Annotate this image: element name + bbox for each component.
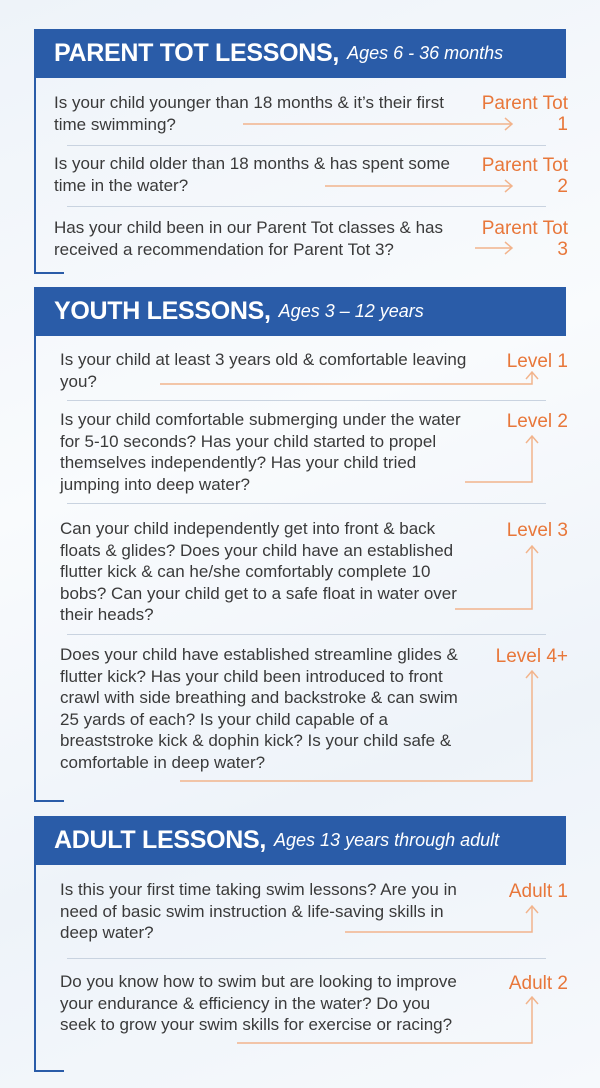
question: Does your child have established streamline glides & flutter kick? Has your child been introduced to front crawl with side breathing and backstroke & can swim 25 yards of each? Is your child capable of a breaststroke kick & dophin kick? Is your child safe & comfortable in deep water?: [60, 645, 458, 772]
arrow-right-icon: [243, 118, 512, 130]
question: Is your child older than 18 months & has spent some time in the water?: [54, 154, 450, 195]
arrow-right-icon: [475, 242, 512, 254]
result-label: Parent Tot 2: [481, 155, 568, 197]
arrow-right-icon: [325, 180, 512, 192]
section-title: PARENT TOT LESSONS,: [54, 39, 340, 67]
section-title: YOUTH LESSONS,: [54, 297, 271, 325]
arrow-up-icon: [180, 671, 538, 781]
result-label: Parent Tot 1: [481, 93, 568, 135]
section-subtitle: Ages 3 – 12 years: [278, 301, 424, 321]
question: Is your child younger than 18 months & it’s their first time swimming?: [54, 93, 444, 134]
section-subtitle: Ages 13 years through adult: [274, 830, 500, 850]
question: Can your child independently get into front & back floats & glides? Does your child have an established flutter kick & can he/she comfortably complete 10 bobs? Can your child get to a safe float in water over their heads?: [60, 519, 457, 624]
result-label: Level 2: [506, 411, 568, 432]
arrow-up-icon: [345, 906, 538, 932]
result-label: Parent Tot 3: [481, 218, 568, 260]
result-label: Adult 1: [508, 881, 568, 902]
arrow-up-icon: [465, 436, 538, 482]
result-label: Level 4+: [495, 646, 568, 667]
question: Is your child at least 3 years old & comfortable leaving you?: [60, 350, 467, 391]
section-subtitle: Ages 6 - 36 months: [347, 43, 504, 63]
question: Has your child been in our Parent Tot classes & has received a recommendation for Parent Tot 3?: [54, 218, 444, 259]
arrow-up-icon: [455, 546, 538, 609]
result-label: Level 1: [506, 351, 568, 372]
result-label: Level 3: [506, 520, 568, 541]
question: Do you know how to swim but are looking to improve your endurance & efficiency in the water? Do you seek to grow your swim skills for exercise or racing?: [60, 972, 457, 1034]
arrow-up-icon: [237, 997, 538, 1043]
arrow-up-icon: [160, 372, 538, 384]
question: Is your child comfortable submerging under the water for 5-10 seconds? Has your child started to propel themselves independently? Has your child tried jumping into deep water?: [60, 410, 461, 494]
result-label: Adult 2: [508, 973, 568, 994]
question: Is this your first time taking swim lessons? Are you in need of basic swim instruction & life-saving skills in deep water?: [60, 880, 457, 942]
section-title: ADULT LESSONS,: [54, 826, 267, 854]
